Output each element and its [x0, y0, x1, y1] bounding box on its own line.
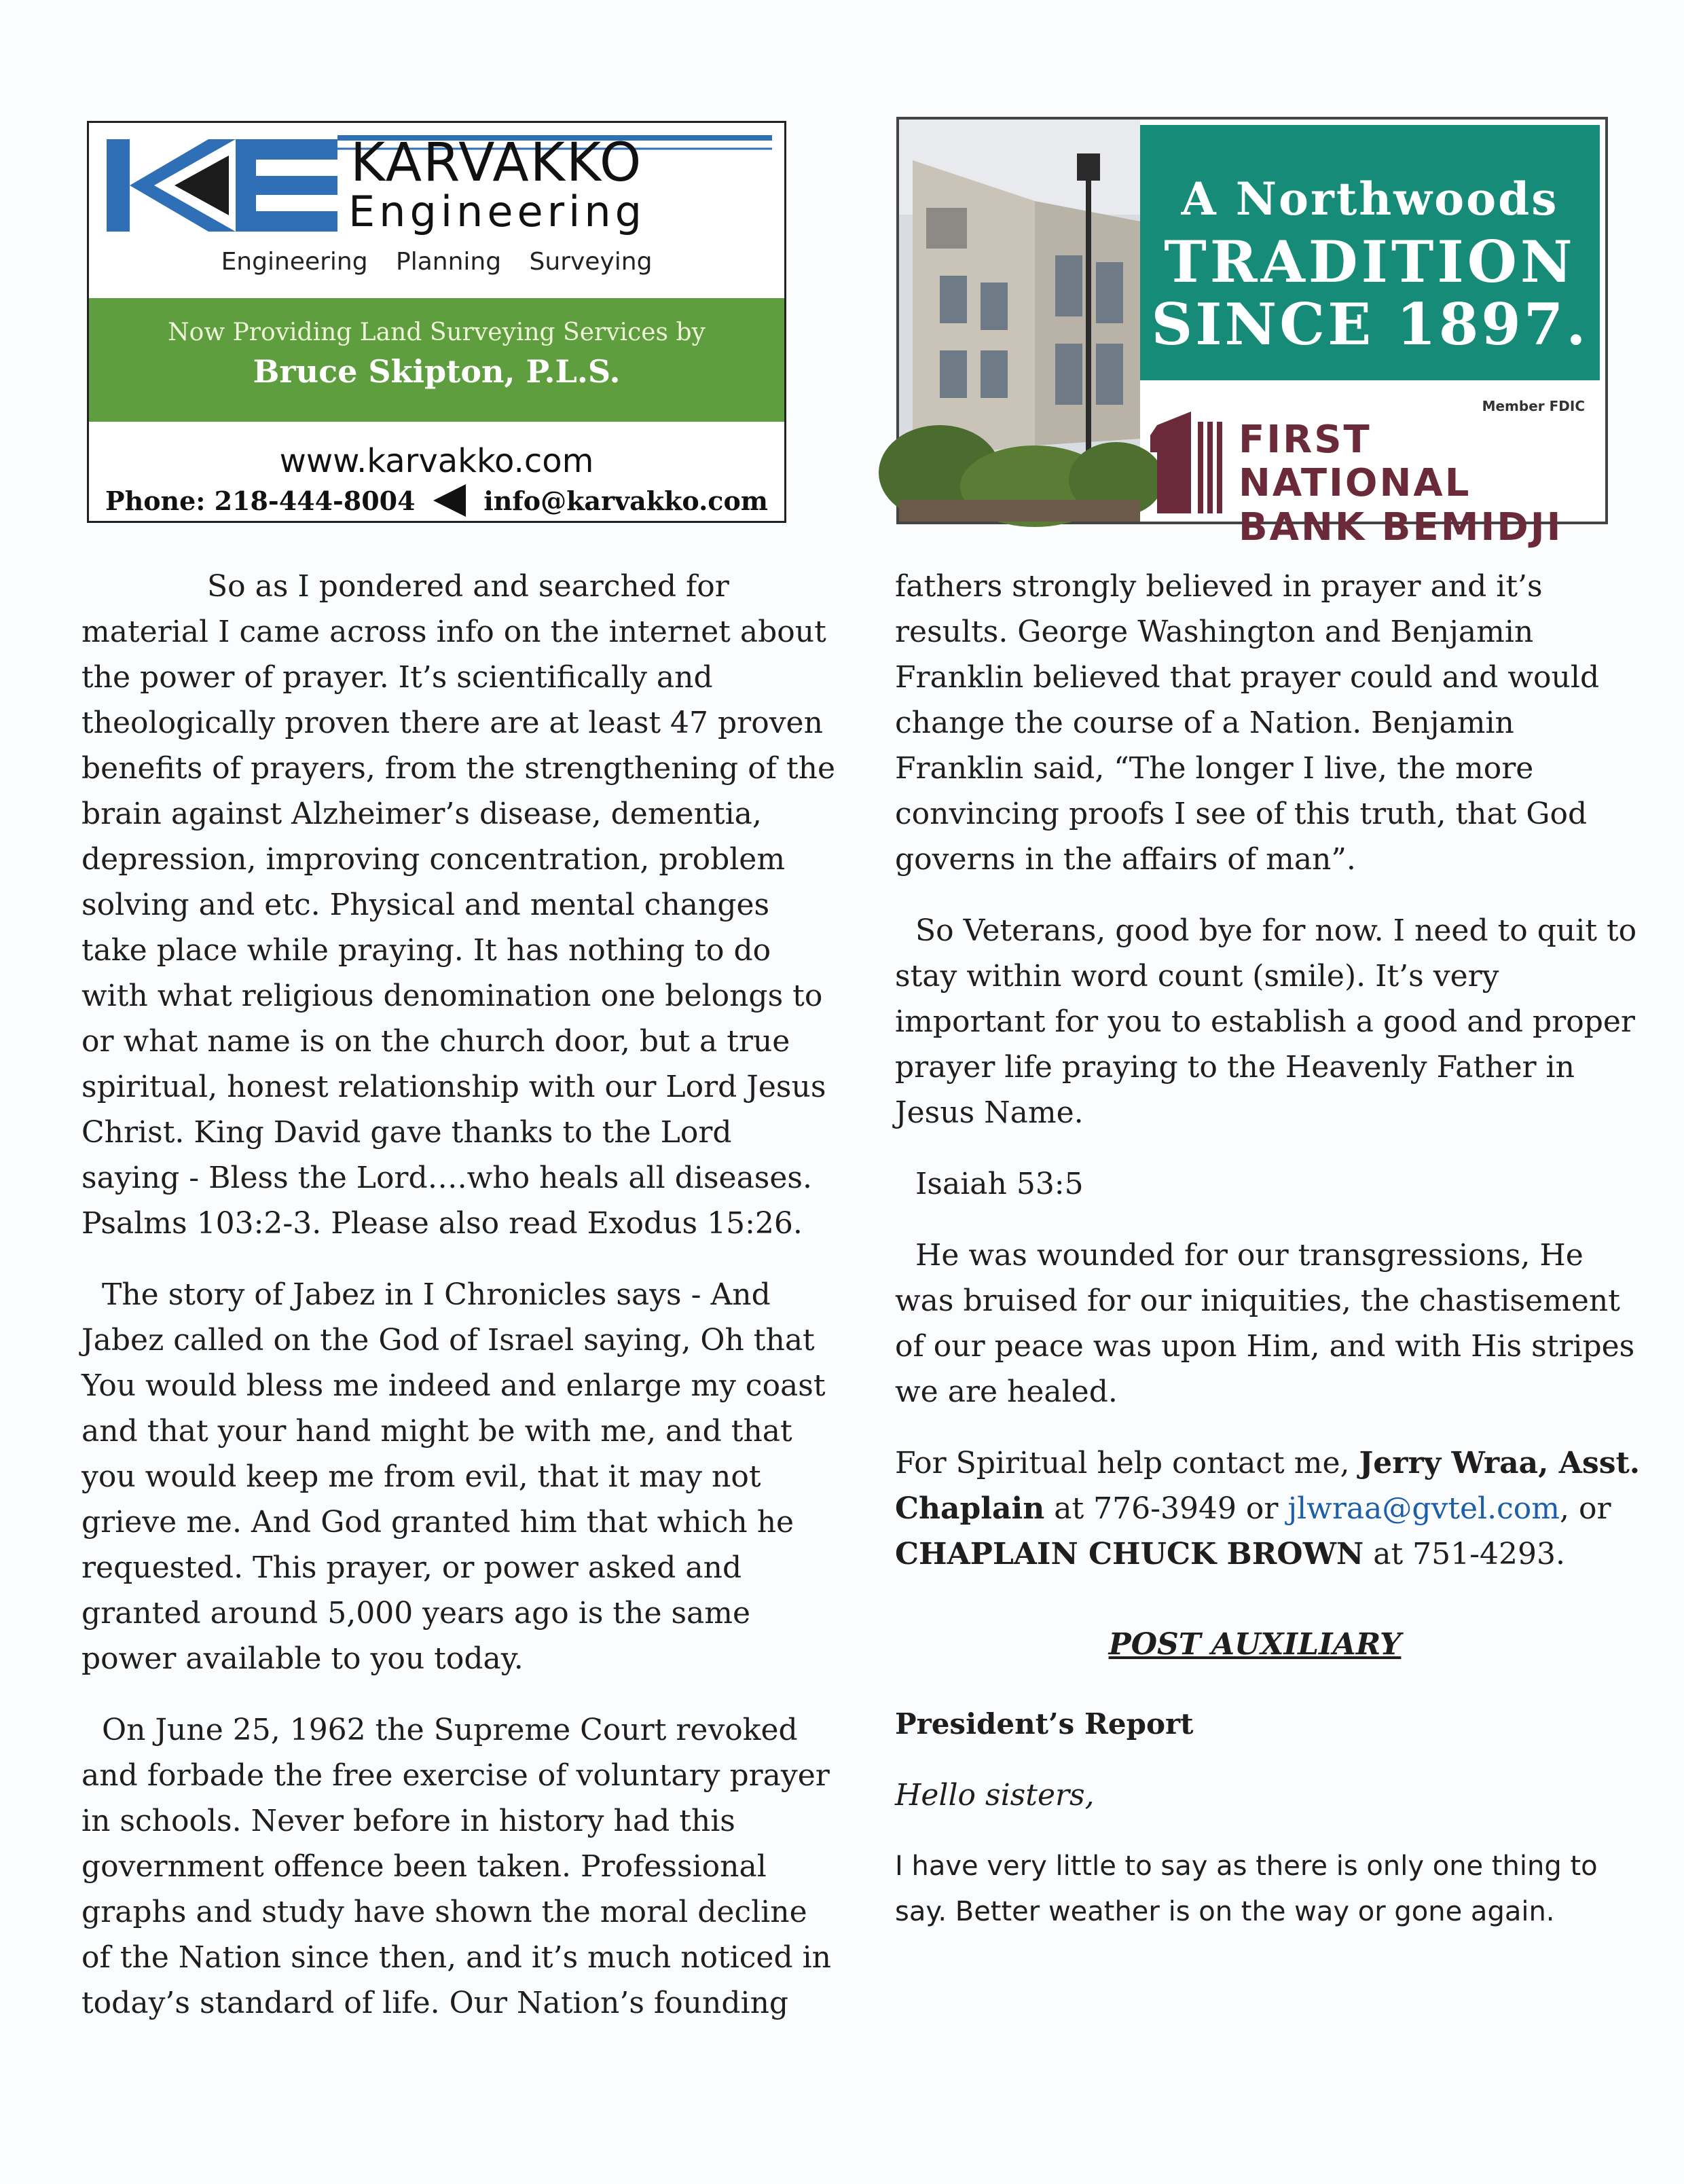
greeting: [895, 1772, 1615, 1818]
bank-fdic: Member FDIC: [1482, 398, 1585, 414]
text-line: brain against Alzheimer’s disease, dementia,: [81, 797, 762, 831]
section-heading: POST AUXILIARY: [1108, 1627, 1402, 1662]
contact-or: , or: [1559, 1491, 1611, 1526]
left-column: [81, 564, 836, 2052]
bank-ad: [896, 117, 1608, 549]
bank-tagline-panel: [1140, 125, 1600, 380]
karvakko-contact: [105, 484, 768, 517]
bank-name-line1: FIRST NATIONAL: [1239, 418, 1471, 506]
text-line: say. Better weather is on the way or gone again.: [895, 1896, 1555, 1927]
verse-reference: [895, 1161, 1615, 1207]
paragraph-jabez: [81, 1272, 826, 1681]
text-line: spiritual, honest relationship with our Lord Jesus: [81, 1070, 826, 1104]
bank-tagline-3: SINCE 1897.: [1151, 291, 1589, 359]
text-line: of our peace was upon Him, and with His stripes: [895, 1329, 1635, 1364]
text-line: prayer life praying to the Heavenly Father in: [895, 1050, 1575, 1085]
paragraph-verse: [895, 1233, 1635, 1415]
right-column: [895, 564, 1641, 1961]
text-line: President’s Report: [895, 1707, 1194, 1741]
text-line: You would bless me indeed and enlarge my coast: [81, 1368, 826, 1403]
karvakko-notice-line2: Bruce Skipton, P.L.S.: [253, 353, 621, 390]
karvakko-website[interactable]: www.karvakko.com: [279, 442, 594, 480]
paragraph-prayer-power: [81, 564, 836, 1246]
text-line: Christ. King David gave thanks to the Lord: [81, 1115, 732, 1150]
text-line: today’s standard of life. Our Nation’s founding: [81, 1986, 789, 2020]
karvakko-email[interactable]: info@karvakko.com: [483, 485, 768, 516]
text-line: I have very little to say as there is only one thing to: [895, 1851, 1598, 1882]
text-line: convincing proofs I see of this truth, that God: [895, 797, 1588, 831]
text-line: [895, 1531, 1615, 1577]
text-line: So Veterans, good bye for now. I need to quit to: [915, 913, 1637, 948]
text-line: On June 25, 1962 the Supreme Court revoked: [102, 1713, 798, 1747]
paragraph-supreme-court: [81, 1707, 832, 2026]
text-line: of the Nation since then, and it’s much noticed in: [81, 1940, 832, 1975]
text-line: theologically proven there are at least 47 proven: [81, 706, 823, 740]
karvakko-notice-banner: [89, 298, 784, 422]
karvakko-notice-line1: Now Providing Land Surveying Services by: [168, 318, 706, 346]
text-line: or what name is on the church door, but a true: [81, 1024, 790, 1059]
contact-name-chuck: CHAPLAIN CHUCK BROWN: [895, 1537, 1364, 1571]
text-line: and forbade the free exercise of voluntary prayer: [81, 1758, 830, 1793]
text-line: change the course of a Nation. Benjamin: [895, 706, 1514, 740]
text-line: benefits of prayers, from the strengthening of the: [81, 751, 836, 786]
bank-name-line2: BANK BEMIDJI: [1239, 505, 1563, 549]
section-subheading: [895, 1701, 1615, 1747]
arrow-left-icon: [433, 484, 466, 517]
contact-phone1: at 776-3949 or: [1044, 1491, 1288, 1526]
bank-building-photo-icon: [899, 120, 1140, 522]
text-line: important for you to establish a good and proper: [895, 1004, 1635, 1039]
karvakko-services: Engineering Planning Surveying: [221, 248, 653, 276]
bank-name: [1239, 418, 1605, 549]
text-line: He was wounded for our transgressions, He: [915, 1238, 1584, 1273]
text-line: The story of Jabez in I Chronicles says - And: [102, 1277, 771, 1312]
text-line: solving and etc. Physical and mental changes: [81, 888, 770, 922]
karvakko-subtitle: Engineering: [348, 187, 646, 236]
text-line: Hello sisters,: [895, 1778, 1095, 1813]
text-line: power available to you today.: [81, 1641, 524, 1676]
text-line: in schools. Never before in history had this: [81, 1804, 735, 1838]
text-line: fathers strongly believed in prayer and it’s: [895, 569, 1543, 604]
text-line: So as I pondered and searched for: [207, 569, 729, 604]
contact-email-link[interactable]: jlwraa@gvtel.com: [1287, 1491, 1560, 1526]
text-line: Jesus Name.: [895, 1095, 1084, 1130]
text-line: granted around 5,000 years ago is the same: [81, 1596, 751, 1631]
text-line: we are healed.: [895, 1375, 1118, 1409]
karvakko-ad: [87, 121, 786, 523]
bank-tagline-2: TRADITION: [1164, 228, 1576, 295]
paragraph-founding-fathers: [895, 564, 1615, 882]
first-national-logo-icon: [1150, 412, 1225, 513]
karvakko-company-name: KARVAKKO: [350, 132, 643, 194]
contact-pre: For Spiritual help contact me,: [895, 1446, 1359, 1480]
text-line: depression, improving concentration, problem: [81, 842, 786, 877]
text-line: saying - Bless the Lord….who heals all diseases.: [81, 1161, 812, 1195]
text-line: requested. This prayer, or power asked and: [81, 1550, 742, 1585]
text-line: stay within word count (smile). It’s very: [895, 959, 1499, 994]
text-line: results. George Washington and Benjamin: [895, 615, 1534, 649]
text-line: governs in the affairs of man”.: [895, 842, 1356, 877]
paragraph-good-bye: [895, 908, 1637, 1135]
contact-phone2: at 751-4293.: [1363, 1537, 1565, 1571]
text-line: [895, 1440, 1641, 1486]
contact-name-jerry: Jerry Wraa, Asst.: [1359, 1446, 1641, 1480]
text-line: the power of prayer. It’s scientifically and: [81, 660, 713, 695]
bank-tagline-1: A Northwoods: [1181, 172, 1559, 225]
paragraph-report: [895, 1844, 1615, 1935]
text-line: Isaiah 53:5: [915, 1167, 1084, 1201]
text-line: government offence been taken. Professional: [81, 1849, 767, 1884]
text-line: material I came across info on the internet about: [81, 615, 826, 649]
text-line: and that your hand might be with me, and that: [81, 1414, 792, 1449]
paragraph-contact: [895, 1440, 1641, 1577]
text-line: take place while praying. It has nothing to do: [81, 933, 771, 968]
text-line: graphs and study have shown the moral decline: [81, 1895, 807, 1929]
text-line: Psalms 103:2-3. Please also read Exodus 15:26.: [81, 1206, 803, 1241]
text-line: grieve me. And God granted him that which he: [81, 1505, 794, 1540]
text-line: with what religious denomination one belongs to: [81, 979, 823, 1013]
karvakko-phone: Phone: 218-444-8004: [105, 485, 416, 516]
text-line: Franklin believed that prayer could and would: [895, 660, 1600, 695]
text-line: [895, 1486, 1615, 1531]
text-line: was bruised for our iniquities, the chastisement: [895, 1284, 1620, 1318]
text-line: Jabez called on the God of Israel saying, Oh that: [81, 1323, 815, 1358]
contact-title: Chaplain: [895, 1491, 1045, 1526]
text-line: Franklin said, “The longer I live, the more: [895, 751, 1534, 786]
text-line: you would keep me from evil, that it may not: [81, 1459, 761, 1494]
